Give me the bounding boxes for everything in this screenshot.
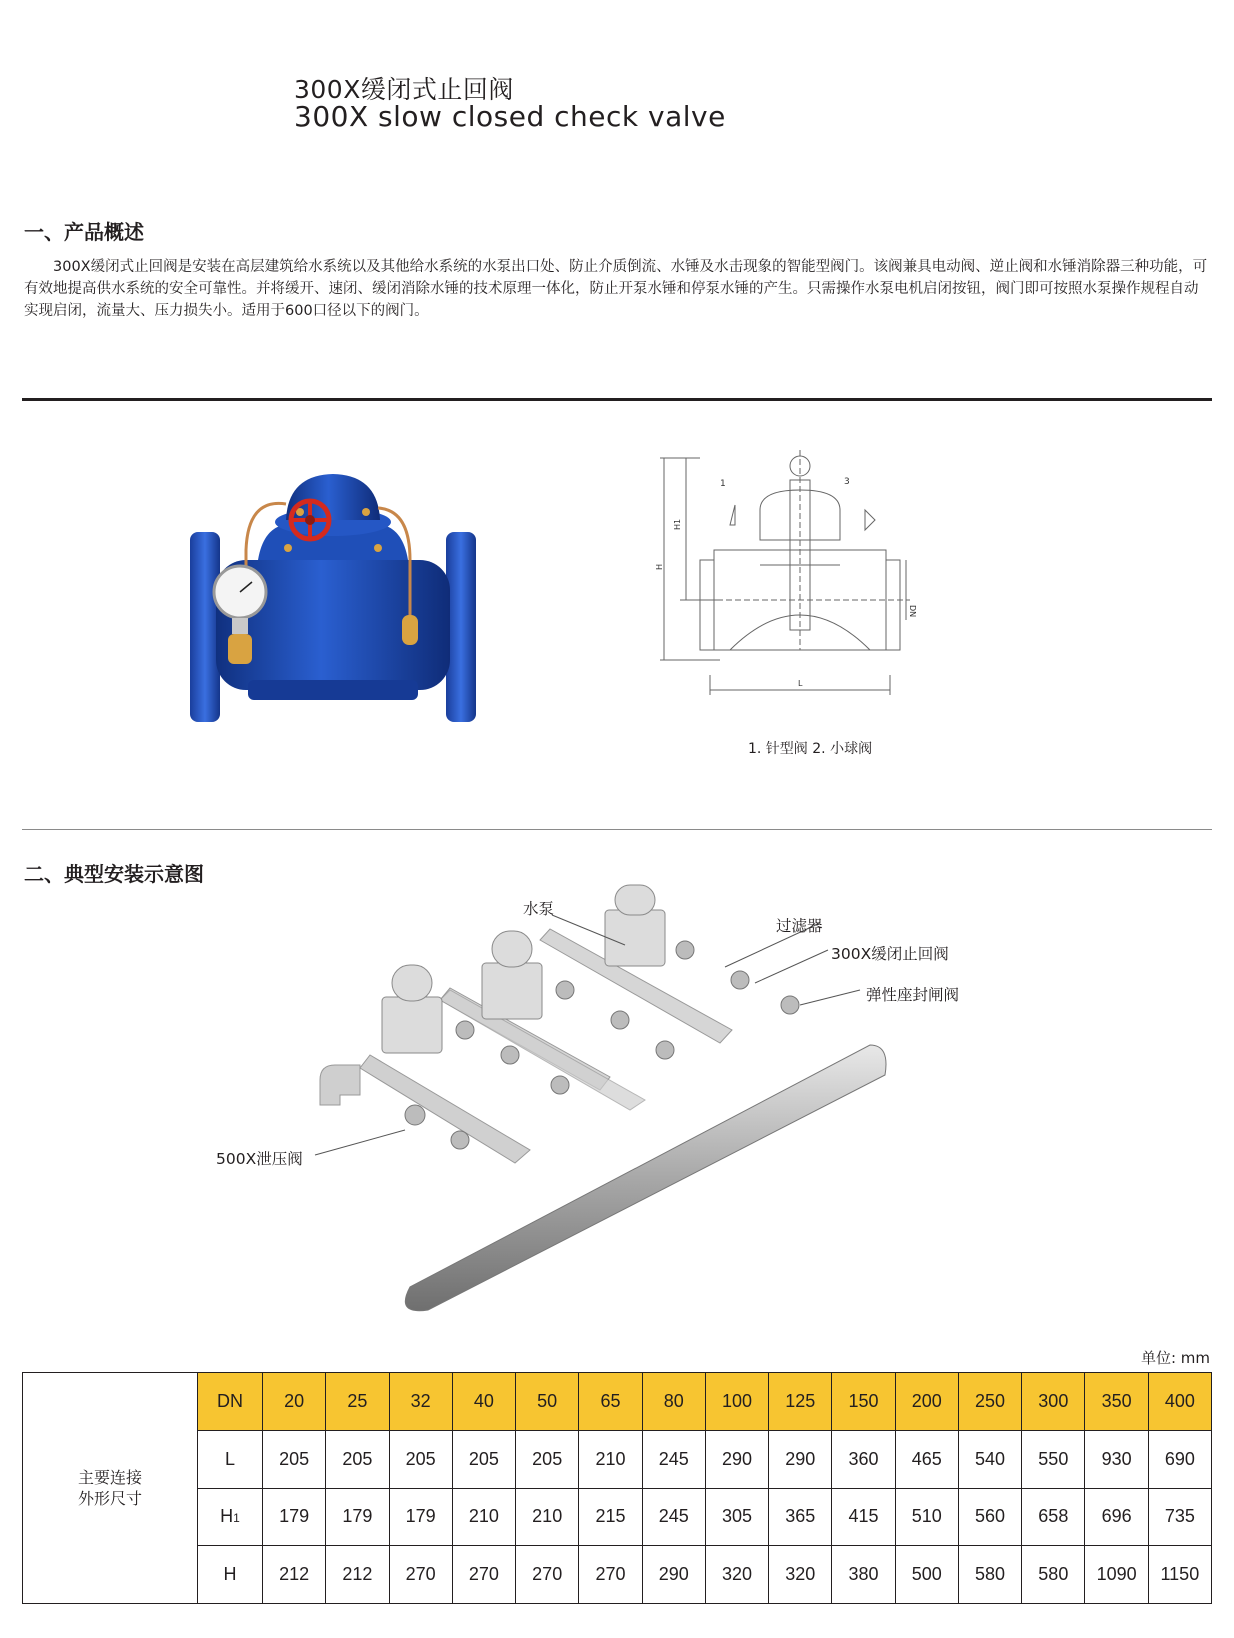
table-unit: 单位: mm bbox=[1140, 1349, 1210, 1367]
table-row-key: DN bbox=[198, 1373, 263, 1431]
table-row-h1 bbox=[23, 1488, 1212, 1546]
table-row-key: H1 bbox=[198, 1488, 263, 1546]
callout-filter: 过滤器 bbox=[776, 917, 823, 935]
drawing-caption: 1. 针型阀 2. 小球阀 bbox=[748, 741, 873, 757]
table-cell: 305 bbox=[705, 1488, 768, 1546]
valve-section-drawing bbox=[655, 450, 920, 700]
table-row-l bbox=[23, 1430, 1212, 1488]
table-cell: 658 bbox=[1022, 1488, 1085, 1546]
table-cell: 465 bbox=[895, 1430, 958, 1488]
table-row-h bbox=[23, 1546, 1212, 1604]
table-side-label: 主要连接 外形尺寸 bbox=[23, 1373, 198, 1604]
table-row-key: L bbox=[198, 1430, 263, 1488]
callout-pump: 水泵 bbox=[523, 900, 555, 918]
callout-gate-valve: 弹性座封闸阀 bbox=[866, 986, 960, 1004]
table-cell: 150 bbox=[832, 1373, 895, 1431]
table-cell: 380 bbox=[832, 1546, 895, 1604]
divider-thick bbox=[22, 398, 1212, 401]
drawing-label-dn: DN bbox=[908, 605, 917, 618]
table-cell: 270 bbox=[452, 1546, 515, 1604]
table-cell: 212 bbox=[263, 1546, 326, 1604]
table-cell: 215 bbox=[579, 1488, 642, 1546]
table-cell: 100 bbox=[705, 1373, 768, 1431]
table-cell: 735 bbox=[1148, 1488, 1211, 1546]
table-cell: 500 bbox=[895, 1546, 958, 1604]
dimension-table bbox=[22, 1372, 1212, 1604]
table-cell: 32 bbox=[389, 1373, 452, 1431]
drawing-label-h1: H1 bbox=[673, 518, 682, 530]
table-cell: 365 bbox=[769, 1488, 832, 1546]
table-cell: 50 bbox=[516, 1373, 579, 1431]
table-cell: 179 bbox=[389, 1488, 452, 1546]
table-cell: 210 bbox=[516, 1488, 579, 1546]
table-cell: 270 bbox=[579, 1546, 642, 1604]
title-cn: 300X缓闭式止回阀 bbox=[294, 75, 514, 104]
table-cell: 1150 bbox=[1148, 1546, 1211, 1604]
table-cell: 560 bbox=[958, 1488, 1021, 1546]
table-cell: 210 bbox=[579, 1430, 642, 1488]
valve-product-photo bbox=[188, 470, 478, 740]
table-cell: 250 bbox=[958, 1373, 1021, 1431]
table-cell: 245 bbox=[642, 1488, 705, 1546]
table-cell: 270 bbox=[516, 1546, 579, 1604]
table-row-key: H bbox=[198, 1546, 263, 1604]
table-cell: 290 bbox=[642, 1546, 705, 1604]
table-row-dn bbox=[23, 1373, 1212, 1431]
table-cell: 205 bbox=[326, 1430, 389, 1488]
table-cell: 125 bbox=[769, 1373, 832, 1431]
table-cell: 1090 bbox=[1085, 1546, 1148, 1604]
table-cell: 540 bbox=[958, 1430, 1021, 1488]
table-cell: 550 bbox=[1022, 1430, 1085, 1488]
table-cell: 205 bbox=[263, 1430, 326, 1488]
table-cell: 200 bbox=[895, 1373, 958, 1431]
table-cell: 696 bbox=[1085, 1488, 1148, 1546]
table-cell: 320 bbox=[705, 1546, 768, 1604]
table-cell: 20 bbox=[263, 1373, 326, 1431]
table-cell: 360 bbox=[832, 1430, 895, 1488]
table-cell: 350 bbox=[1085, 1373, 1148, 1431]
table-cell: 205 bbox=[516, 1430, 579, 1488]
table-cell: 270 bbox=[389, 1546, 452, 1604]
callout-check-valve: 300X缓闭止回阀 bbox=[831, 945, 949, 963]
table-cell: 205 bbox=[389, 1430, 452, 1488]
section-2-heading: 二、典型安装示意图 bbox=[24, 862, 204, 886]
table-cell: 290 bbox=[705, 1430, 768, 1488]
table-cell: 415 bbox=[832, 1488, 895, 1546]
table-cell: 80 bbox=[642, 1373, 705, 1431]
table-cell: 400 bbox=[1148, 1373, 1211, 1431]
drawing-label-3: 3 bbox=[844, 477, 850, 487]
drawing-label-l: L bbox=[798, 679, 803, 688]
section-1-paragraph: 300X缓闭式止回阀是安装在高层建筑给水系统以及其他给水系统的水泵出口处、防止介质倒流、水锤及水击现象的智能型阀门。该阀兼具电动阀、逆止阀和水锤消除器三种功能，可有效地提高供水系统的安全可靠性。并将缓开、速闭、缓闭消除水锤的技术原理一体化，防止开泵水锤和停泵水锤的产生。只需操作水泵电机启闭按钮，阀门即可按照水泵操作规程自动实现启闭，流量大、压力损失小。适用于600口径以下的阀门。 bbox=[24, 259, 1208, 319]
table-cell: 930 bbox=[1085, 1430, 1148, 1488]
divider-thin bbox=[22, 829, 1212, 830]
table-cell: 580 bbox=[958, 1546, 1021, 1604]
table-cell: 40 bbox=[452, 1373, 515, 1431]
table-cell: 25 bbox=[326, 1373, 389, 1431]
drawing-label-h: H bbox=[655, 563, 664, 570]
table-cell: 245 bbox=[642, 1430, 705, 1488]
callout-relief-valve: 500X泄压阀 bbox=[216, 1150, 303, 1168]
table-cell: 320 bbox=[769, 1546, 832, 1604]
table-cell: 300 bbox=[1022, 1373, 1085, 1431]
table-cell: 65 bbox=[579, 1373, 642, 1431]
installation-diagram bbox=[300, 905, 940, 1325]
section-1-heading: 一、产品概述 bbox=[24, 220, 144, 244]
table-cell: 690 bbox=[1148, 1430, 1211, 1488]
table-cell: 212 bbox=[326, 1546, 389, 1604]
drawing-label-1: 1 bbox=[720, 479, 726, 489]
table-cell: 205 bbox=[452, 1430, 515, 1488]
table-cell: 179 bbox=[326, 1488, 389, 1546]
table-cell: 580 bbox=[1022, 1546, 1085, 1604]
table-cell: 179 bbox=[263, 1488, 326, 1546]
table-cell: 210 bbox=[452, 1488, 515, 1546]
table-cell: 290 bbox=[769, 1430, 832, 1488]
table-cell: 510 bbox=[895, 1488, 958, 1546]
title-en: 300X slow closed check valve bbox=[294, 100, 726, 133]
